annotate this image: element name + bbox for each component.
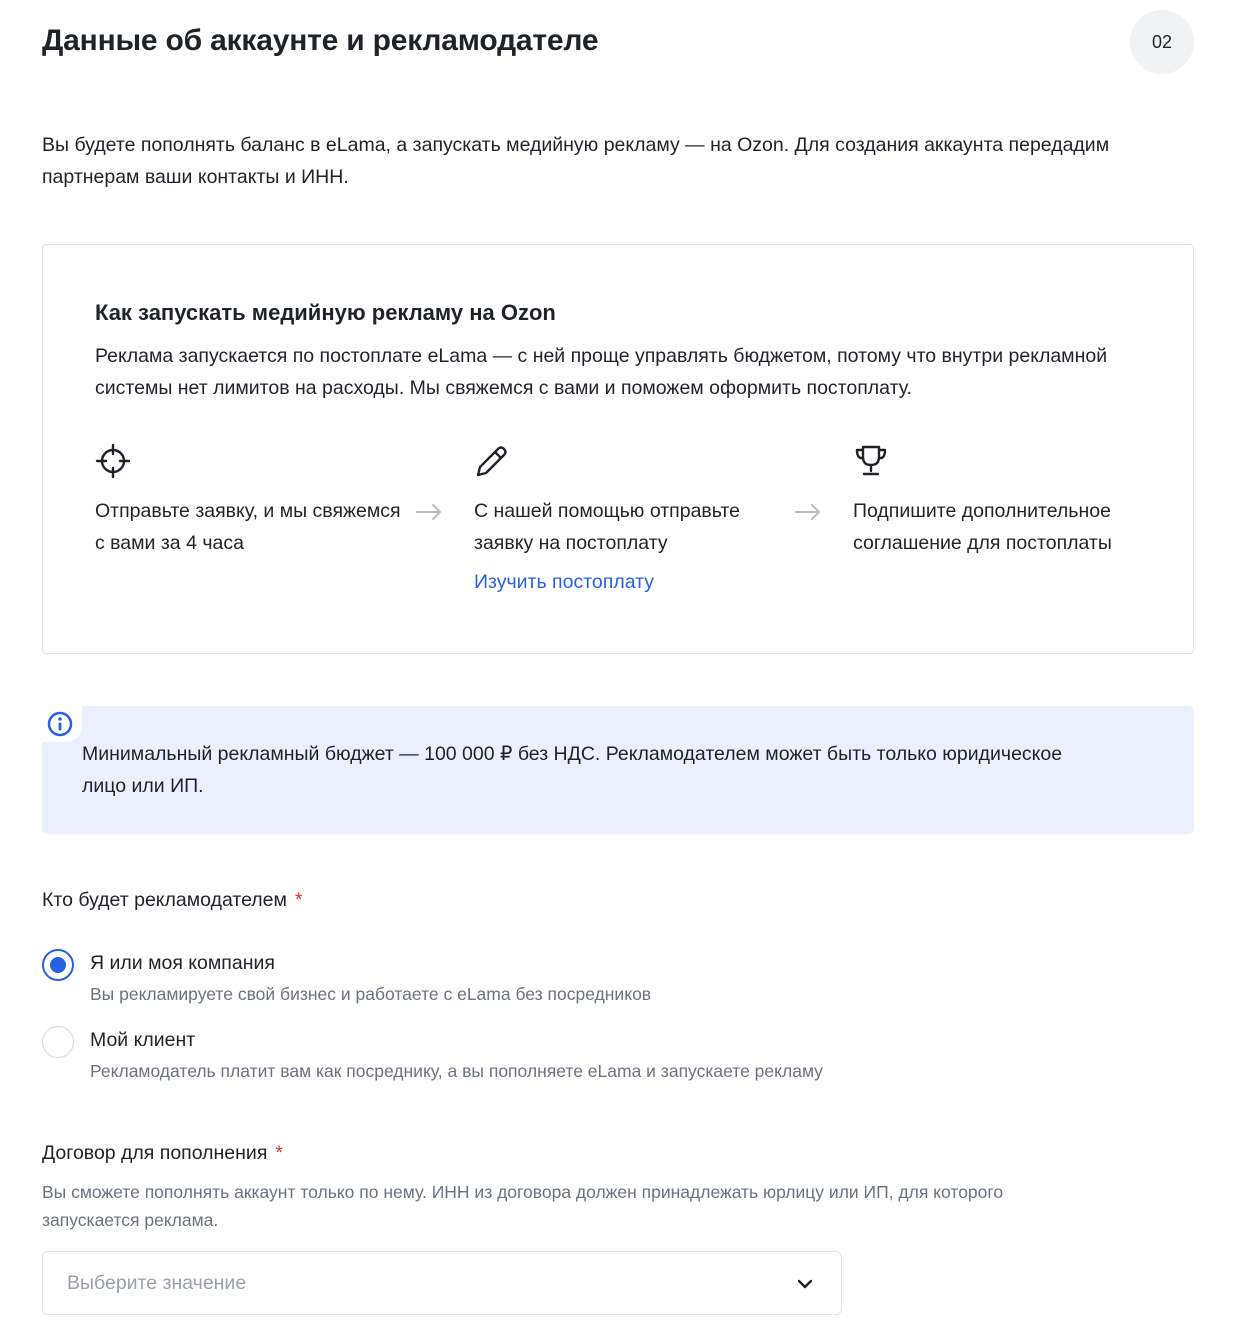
info-text: Минимальный рекламный бюджет — 100 000 ₽ без НДС. Рекламодателем может быть только юридическое лицо или ИП.: [82, 743, 1063, 797]
radio-hint: Вы рекламируете свой бизнес и работаете с eLama без посредников: [90, 984, 652, 1004]
contract-label: Договор для пополнения *: [42, 1142, 283, 1164]
contract-select[interactable]: [42, 1251, 842, 1315]
howto-step-1: [95, 443, 405, 559]
radio-button-my-company[interactable]: [42, 949, 74, 981]
required-mark: *: [275, 1142, 283, 1164]
radio-label[interactable]: Я или моя компания: [90, 952, 275, 974]
intro-text: Вы будете пополнять баланс в eLama, а запускать медийную рекламу — на Ozon. Для создания аккаунта передадим партнерам ваши контакты и ИНН.: [42, 134, 1110, 188]
radio-button-my-client[interactable]: [42, 1026, 74, 1058]
trophy-icon: [853, 443, 893, 483]
contract-hint: Вы сможете пополнять аккаунт только по нему. ИНН из договора должен принадлежать юрлицу или ИП, для которого запускается реклама.: [42, 1182, 1004, 1230]
howto-step-2: [474, 443, 784, 594]
radio-label[interactable]: Мой клиент: [90, 1029, 196, 1051]
howto-step-2-text: С нашей помощью отправьте заявку на постоплату: [474, 500, 740, 554]
howto-step-3: [853, 443, 1163, 559]
step-badge: 02: [1130, 10, 1194, 74]
info-icon: [46, 710, 74, 738]
howto-step-3-text: Подпишите дополнительное соглашение для постоплаты: [853, 500, 1112, 554]
howto-description: Реклама запускается по постоплате eLama — с ней проще управлять бюджетом, потому что внутри рекламной системы нет лимитов на расходы. Мы свяжемся с вами и поможем оформить постоплату.: [95, 345, 1108, 399]
advertiser-label: Кто будет рекламодателем *: [42, 889, 303, 911]
page-title: Данные об аккаунте и рекламодателе: [42, 24, 599, 57]
pencil-icon: [474, 443, 514, 483]
target-icon: [95, 443, 135, 483]
howto-title: Как запускать медийную рекламу на Ozon: [95, 300, 556, 325]
arrow-right-icon: [794, 502, 822, 522]
howto-card: [42, 244, 1194, 654]
required-mark: *: [294, 889, 303, 911]
contract-select-placeholder: Выберите значение: [67, 1272, 247, 1294]
howto-step-1-text: Отправьте заявку, и мы свяжемся с вами за 4 часа: [95, 500, 401, 554]
radio-hint: Рекламодатель платит вам как посреднику, а вы пополняете eLama и запускаете рекламу: [90, 1061, 823, 1081]
chevron-down-icon[interactable]: [795, 1274, 815, 1294]
arrow-right-icon: [415, 502, 443, 522]
learn-postpayment-link[interactable]: Изучить постоплату: [474, 571, 655, 593]
